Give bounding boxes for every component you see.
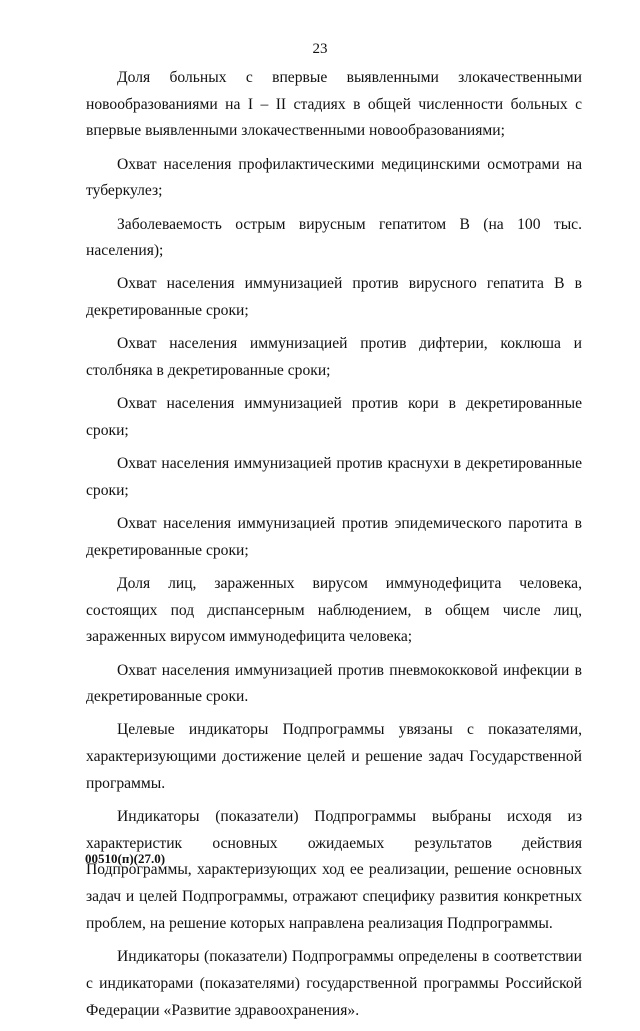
paragraph-hepatitis-b-immunization: Охват населения иммунизацией против вирусного гепатита В в декретированные сроки;: [86, 275, 582, 320]
paragraph-indicator-selection: Индикаторы (показатели) Подпрограммы выбраны исходя из характеристик основных ожидаемых результатов действия Подпрограммы, характеризующих ход ее реализации, решение основных задач и целей Подпрограммы, отражают специфику развития конкретных проблем, на решение которых направлена реализация Подпрограммы.: [86, 808, 582, 932]
document-code: 00510(п)(27.0): [85, 851, 166, 866]
paragraph-rubella-immunization: Охват населения иммунизацией против краснухи в декретированные сроки;: [86, 455, 582, 499]
document-body: [86, 65, 582, 1031]
paragraph-tuberculosis-screening: Охват населения профилактическими медицинскими осмотрами на туберкулез;: [86, 155, 582, 200]
paragraph-target-indicators: Целевые индикаторы Подпрограммы увязаны с показателями, характеризующими достижение целей и решение задач Государственной программы.: [86, 721, 582, 792]
paragraph-cancer-early-stage-share: Доля больных с впервые выявленными злокачественными новообразованиями на I – II стадиях в общей численности больных с впервые выявленными злокачественными новообразованиями;: [86, 69, 582, 140]
paragraph-hiv-dispensary-share: Доля лиц, зараженных вирусом иммунодефицита человека, состоящих под диспансерным наблюдением, в общем числе лиц, зараженных вирусом иммунодефицита человека;: [86, 574, 582, 646]
paragraph-pneumococcal-immunization: Охват населения иммунизацией против пневмококковой инфекции в декретированные сроки.: [86, 661, 582, 706]
paragraph-dtp-immunization: Охват населения иммунизацией против дифтерии, коклюша и столбняка в декретированные сроки;: [86, 335, 582, 380]
paragraph-indicator-definition: Индикаторы (показатели) Подпрограммы определены в соответствии с индикаторами (показателями) государственной программы Российской Федерации «Развитие здравоохранения».: [86, 948, 582, 1019]
paragraph-hepatitis-b-incidence: Заболеваемость острым вирусным гепатитом В (на 100 тыс. населения);: [86, 215, 582, 260]
paragraph-measles-immunization: Охват населения иммунизацией против кори в декретированные сроки;: [86, 395, 582, 439]
page-number: 23: [312, 41, 328, 57]
paragraph-mumps-immunization: Охват населения иммунизацией против эпидемического паротита в декретированные сроки;: [86, 515, 582, 559]
